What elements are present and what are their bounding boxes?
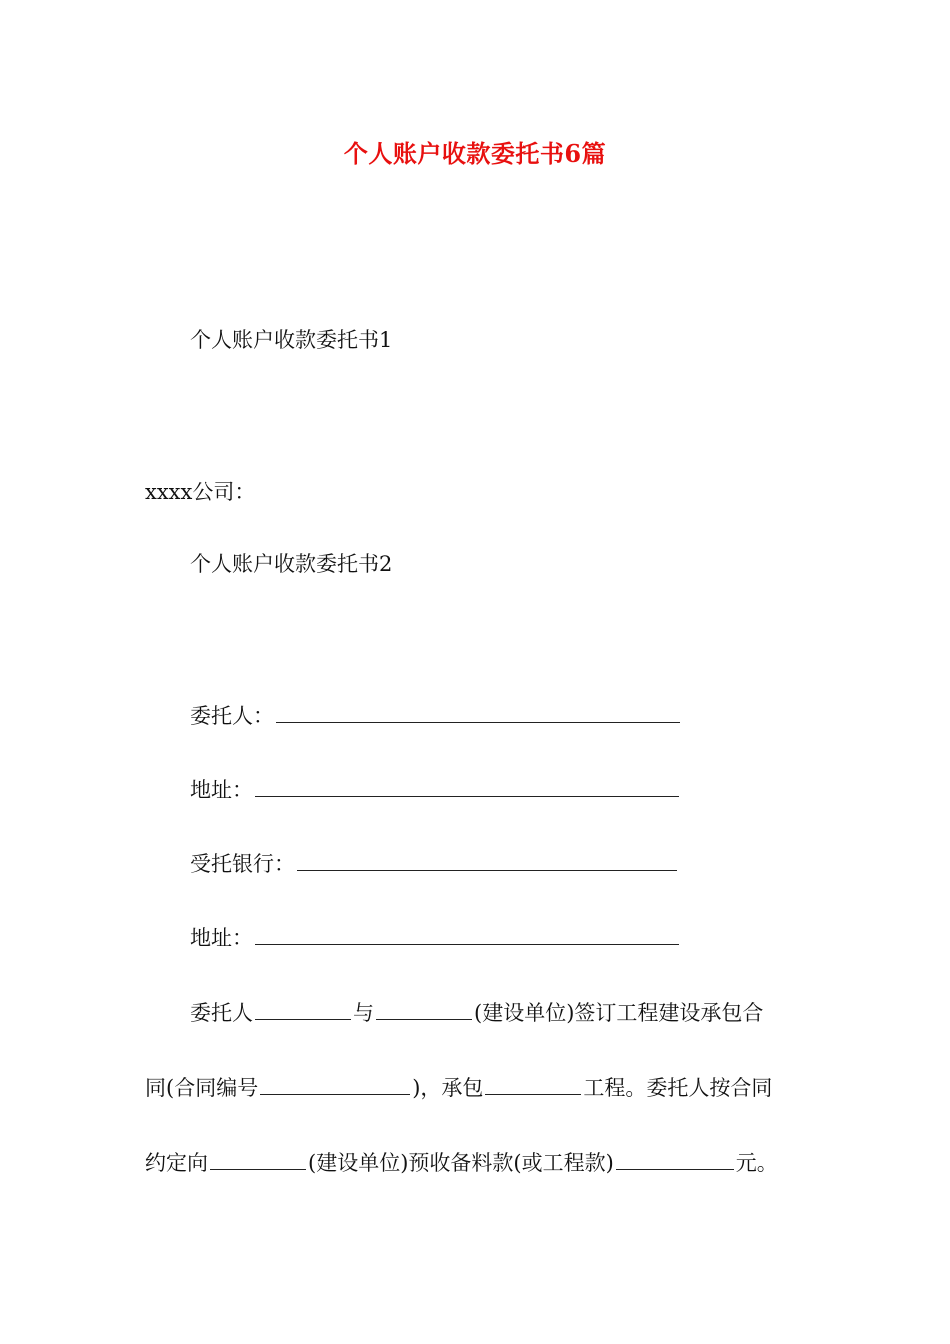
fill-blank[interactable] xyxy=(255,774,679,797)
document-title: 个人账户收款委托书6篇 xyxy=(343,139,607,168)
fill-blank[interactable] xyxy=(276,700,680,723)
fill-blank[interactable] xyxy=(297,848,677,871)
field-address-2 xyxy=(190,922,681,953)
text-segment: 与 xyxy=(353,1001,374,1025)
text-segment: 约定向 xyxy=(145,1151,208,1175)
fill-blank[interactable] xyxy=(376,997,472,1020)
text-segment: (建设单位)签订工程建设承包合 xyxy=(474,1001,764,1025)
fill-blank[interactable] xyxy=(255,997,351,1020)
text-segment: 同(合同编号 xyxy=(145,1076,259,1100)
text-segment: 委托人 xyxy=(190,1001,253,1025)
text-segment: (建设单位)预收备料款(或工程款) xyxy=(308,1151,614,1175)
text-segment: 元。 xyxy=(735,1151,778,1175)
fill-blank[interactable] xyxy=(255,922,679,945)
fill-blank[interactable] xyxy=(485,1072,581,1095)
field-label: 受托银行： xyxy=(190,852,295,876)
field-label: 地址： xyxy=(190,926,253,950)
section-heading-1: 个人账户收款委托书1 xyxy=(190,328,393,352)
field-label: 地址： xyxy=(190,778,253,802)
field-address-1 xyxy=(190,774,681,805)
paragraph-line-3 xyxy=(145,1147,778,1178)
fill-blank[interactable] xyxy=(210,1147,306,1170)
fill-blank[interactable] xyxy=(260,1072,410,1095)
section-heading-2: 个人账户收款委托书2 xyxy=(190,552,393,576)
field-label: 委托人： xyxy=(190,704,274,728)
paragraph-line-2 xyxy=(145,1072,772,1103)
field-client xyxy=(190,700,682,731)
text-segment: )，承包 xyxy=(412,1076,484,1100)
paragraph-line-1 xyxy=(190,997,763,1028)
field-bank xyxy=(190,848,679,879)
fill-blank[interactable] xyxy=(616,1147,734,1170)
text-segment: 工程。委托人按合同 xyxy=(583,1076,773,1100)
addressee: xxxx公司： xyxy=(145,480,256,504)
